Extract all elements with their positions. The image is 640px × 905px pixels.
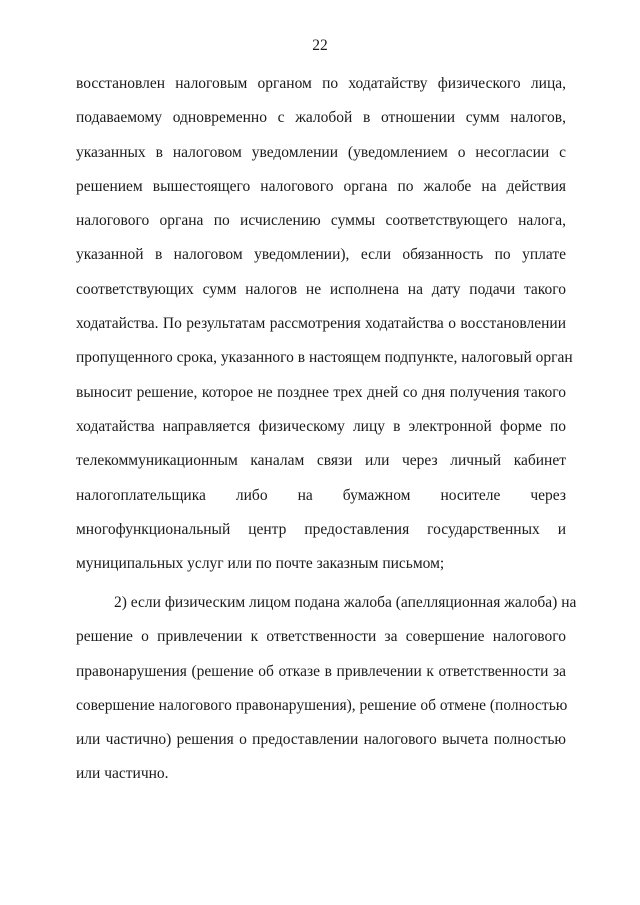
paragraph-2 [76, 586, 577, 792]
paragraph-line: ходатайства. По результатам рассмотрения ходатайства о восстановлении [76, 315, 566, 333]
paragraph-line: указанной в налоговом уведомлении), если обязанность по уплате [76, 246, 566, 264]
paragraph-line: налогового органа по исчислению суммы соответствующего налога, [76, 212, 566, 230]
paragraph-line: восстановлен налоговым органом по ходатайству физического лица, [76, 75, 566, 92]
paragraph-line: ходатайства направляется физическому лицу в электронной форме по [76, 417, 566, 435]
paragraph-1 [76, 67, 573, 581]
paragraph-line: многофункциональный центр предоставления государственных и [76, 520, 566, 538]
paragraph-line: подаваемому одновременно с жалобой в отношении сумм налогов, [76, 109, 566, 127]
paragraph-line: соответствующих сумм налогов не исполнена на дату подачи такого [76, 280, 566, 298]
paragraph-line: налогоплательщика либо на бумажном носителе через [76, 486, 566, 504]
paragraph-line: муниципальных услуг или по почте заказным письмом; [76, 555, 445, 573]
paragraph-line: телекоммуникационным каналам связи или через личный кабинет [76, 452, 566, 470]
paragraph-line: или частично) решения о предоставлении налогового вычета полностью [76, 731, 566, 749]
paragraph-line: решение о привлечении к ответственности за совершение налогового [76, 628, 566, 646]
paragraph-line: решением вышестоящего налогового органа по жалобе на действия [76, 177, 566, 195]
page-number: 22 [312, 37, 328, 54]
paragraph-line: 2) если физическим лицом подана жалоба (апелляционная жалоба) на [114, 594, 577, 611]
paragraph-line: выносит решение, которое не позднее трех дней со дня получения такого [76, 383, 566, 401]
paragraph-line: совершение налогового правонарушения), решение об отмене (полностью [76, 696, 568, 714]
paragraph-line: правонарушения (решение об отказе в привлечении к ответственности за [76, 662, 566, 680]
paragraph-line: пропущенного срока, указанного в настоящем подпункте, налоговый орган [76, 349, 573, 367]
paragraph-line: указанных в налоговом уведомлении (уведомлением о несогласии с [76, 143, 566, 161]
paragraph-line: или частично. [76, 765, 169, 783]
